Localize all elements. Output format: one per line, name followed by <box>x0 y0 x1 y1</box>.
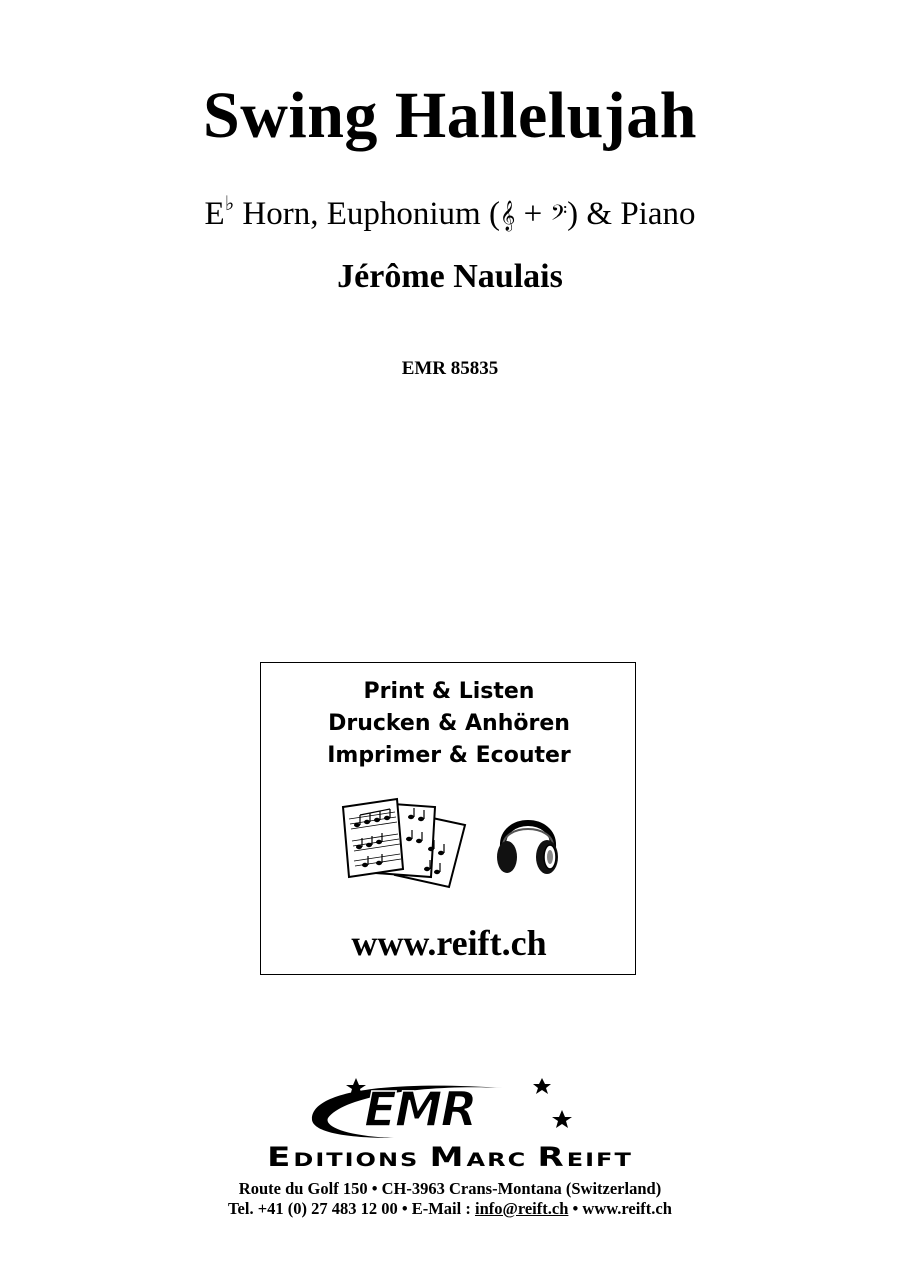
catalog-number: EMR 85835 <box>401 358 499 379</box>
instrumentation <box>0 184 900 236</box>
flat-icon: ♭ <box>224 193 235 215</box>
composer-name: Jérôme Naulais <box>337 258 563 295</box>
publisher-name-e: E <box>267 1141 294 1173</box>
plus-sign: + <box>515 196 551 232</box>
sheet-music-icon <box>339 795 469 895</box>
print-listen-box[interactable] <box>260 662 636 975</box>
publisher-email-link[interactable]: info@reift.ch <box>474 1199 569 1218</box>
promo-line-de: Drucken & Anhören <box>328 711 570 736</box>
promo-line-fr: Imprimer & Ecouter <box>327 743 571 768</box>
emr-logo-icon <box>304 1074 584 1144</box>
publisher-name-arc: ARC <box>466 1148 538 1171</box>
treble-clef-icon: 𝄞 <box>499 201 516 231</box>
publisher-address: Route du Golf 150 • CH-3963 Crans-Montana (Switzerland) <box>238 1179 662 1198</box>
publisher-contact <box>0 1199 900 1219</box>
publisher-name <box>0 1142 900 1176</box>
publisher-name-r: R <box>537 1141 567 1173</box>
promo-line-en: Print & Listen <box>363 679 535 704</box>
publisher-tel: Tel. +41 (0) 27 483 12 00 • E-Mail : <box>228 1199 475 1218</box>
publisher-name-ditions: DITIONS <box>293 1148 430 1171</box>
publisher-name-m: M <box>429 1141 467 1173</box>
key-letter: E <box>204 196 225 232</box>
promo-url-link[interactable]: www.reift.ch <box>351 923 547 963</box>
emr-logo-text: EMR <box>364 1082 476 1138</box>
instrumentation-part1: Horn, Euphonium ( <box>234 196 500 232</box>
headphones-icon <box>493 801 563 881</box>
publisher-name-eift: EIFT <box>566 1148 633 1171</box>
publisher-website: • www.reift.ch <box>568 1199 672 1218</box>
bass-clef-icon: 𝄢 <box>550 201 568 231</box>
instrumentation-part2: ) & Piano <box>567 196 696 232</box>
score-title: Swing Hallelujah <box>203 79 697 152</box>
